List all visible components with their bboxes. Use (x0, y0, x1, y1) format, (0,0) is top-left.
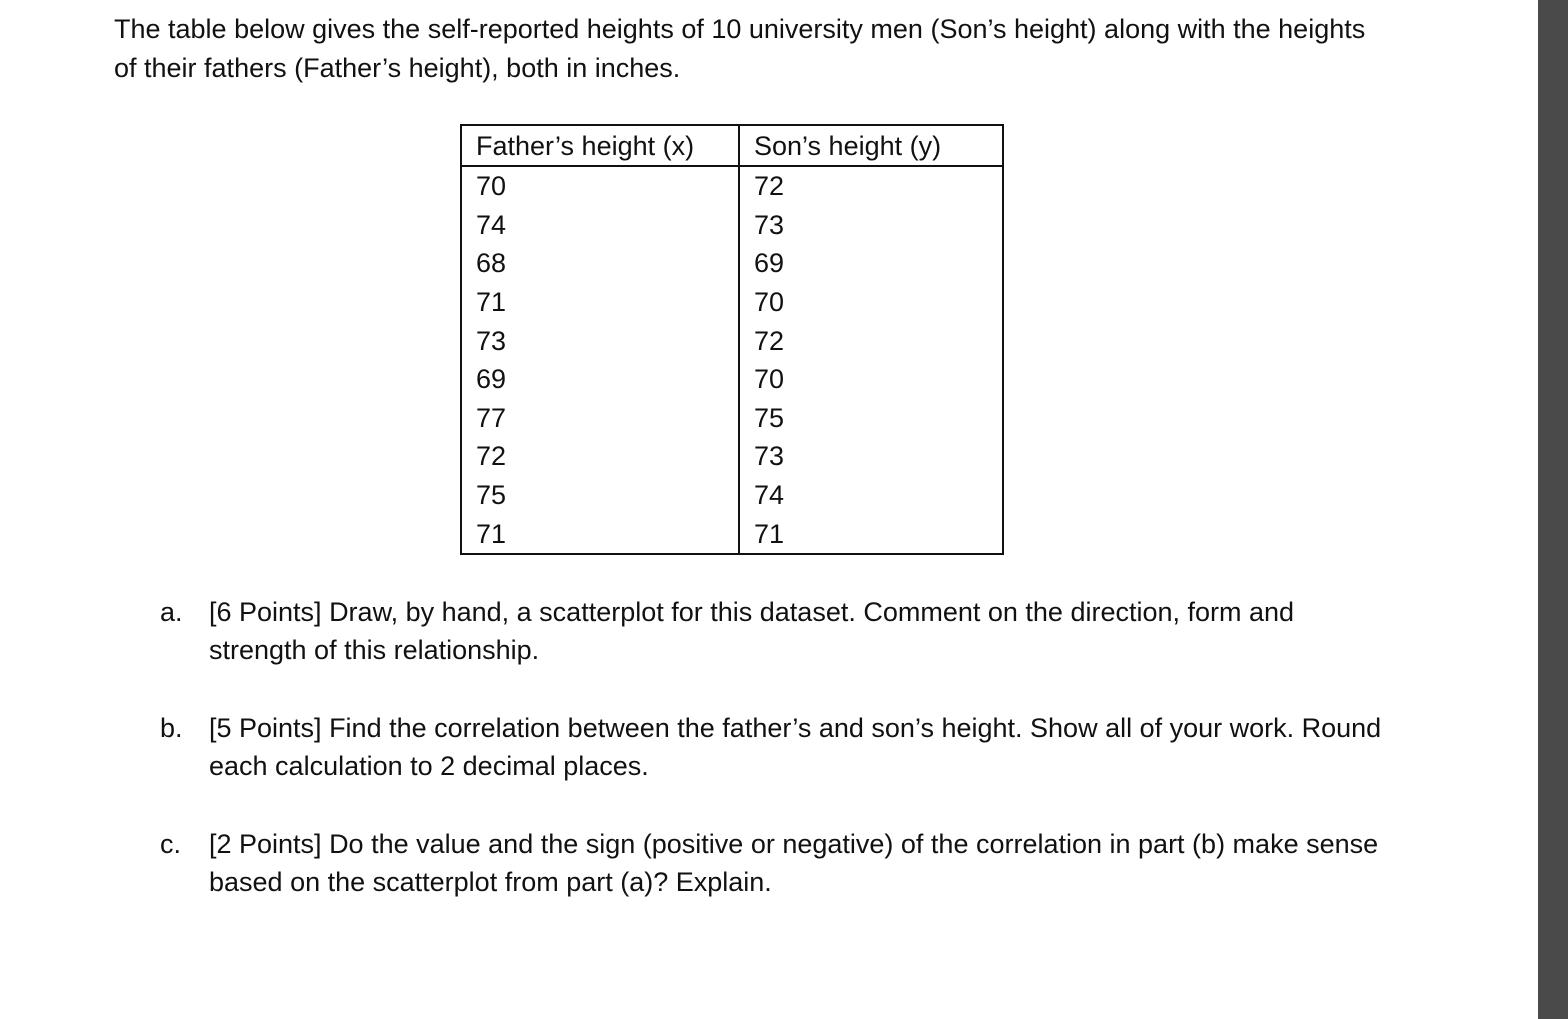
sons-height-cell: 72 (739, 321, 1003, 360)
question-b-letter: b. (160, 713, 183, 743)
question-c (160, 825, 1390, 901)
fathers-height-cell: 77 (461, 399, 739, 438)
sons-height-cell: 70 (739, 283, 1003, 322)
question-a-text: [6 Points] Draw, by hand, a scatterplot for this dataset. Comment on the direction, form and strength of this relationship. (209, 597, 1295, 665)
heights-table (460, 124, 1004, 555)
sons-height-cell: 70 (739, 360, 1003, 399)
table-row (461, 514, 1003, 554)
fathers-height-cell: 71 (461, 514, 739, 554)
question-c-text: [2 Points] Do the value and the sign (positive or negative) of the correlation in part (b) make sense based on the scatterplot from part (a)? Explain. (209, 829, 1379, 897)
question-b-text: [5 Points] Find the correlation between the father’s and son’s height. Show all of your work. Round each calculation to 2 decimal places. (209, 713, 1382, 781)
table-row (461, 321, 1003, 360)
sons-height-cell: 73 (739, 437, 1003, 476)
vertical-scrollbar[interactable] (1538, 0, 1568, 1019)
intro-paragraph: The table below gives the self-reported heights of 10 university men (Son’s height) along with the heights of their fathers (Father’s height), both in inches. (114, 14, 1366, 83)
fathers-height-cell: 71 (461, 283, 739, 322)
fathers-height-cell: 75 (461, 476, 739, 515)
fathers-height-cell: 74 (461, 206, 739, 245)
question-b (160, 709, 1390, 785)
sons-height-cell: 69 (739, 244, 1003, 283)
table-row (461, 283, 1003, 322)
sons-height-cell: 73 (739, 206, 1003, 245)
sons-height-cell: 75 (739, 399, 1003, 438)
fathers-height-cell: 72 (461, 437, 739, 476)
sons-height-cell: 74 (739, 476, 1003, 515)
table-row (461, 206, 1003, 245)
table-row (461, 476, 1003, 515)
table-row (461, 399, 1003, 438)
fathers-height-cell: 70 (461, 166, 739, 206)
fathers-height-cell: 68 (461, 244, 739, 283)
table-row (461, 360, 1003, 399)
table-row (461, 166, 1003, 206)
question-c-letter: c. (160, 829, 182, 859)
question-a-letter: a. (160, 597, 183, 627)
fathers-height-cell: 73 (461, 321, 739, 360)
question-a (160, 593, 1390, 669)
header-sons-height: Son’s height (y) (739, 125, 1003, 166)
sons-height-cell: 72 (739, 166, 1003, 206)
header-fathers-height: Father’s height (x) (461, 125, 739, 166)
sons-height-cell: 71 (739, 514, 1003, 554)
fathers-height-cell: 69 (461, 360, 739, 399)
table-header-row (461, 125, 1003, 166)
table-row (461, 437, 1003, 476)
table-row (461, 244, 1003, 283)
